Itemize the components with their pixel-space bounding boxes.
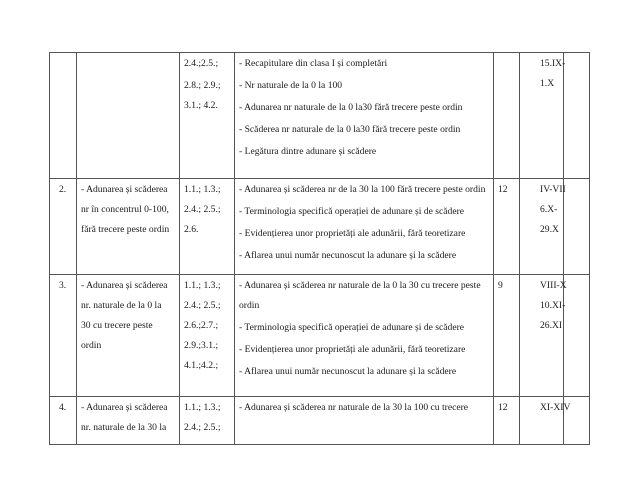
row-number: 3.	[59, 280, 67, 291]
cell-line: IV-VII	[540, 184, 566, 195]
cell-line: 10.XI-	[540, 300, 566, 311]
row-number: 4.	[59, 402, 67, 413]
cell-number	[50, 275, 77, 397]
cell-line: 2.6.;2.7.;	[184, 320, 219, 331]
cell-line: nr. naturale de la 30 la	[81, 422, 167, 433]
cell-observations	[564, 53, 590, 179]
cell-line: - Adunarea și scăderea nr de la 30 la 100 fără trecere peste ordin	[239, 184, 486, 195]
cell-weeks	[520, 179, 564, 275]
cell-line: - Scăderea nr naturale de la 0 la30 fără trecere peste ordin	[239, 124, 461, 135]
cell-line: - Nr naturale de la 0 la 100	[239, 80, 343, 91]
cell-line: - Terminologia specifică operației de adunare și de scădere	[239, 206, 465, 217]
cell-line: ordin	[239, 300, 260, 311]
table-row	[50, 397, 590, 445]
cell-line: 1.1.; 1.3.;	[184, 402, 221, 413]
cell-line: 2.4.; 2.5.;	[184, 300, 221, 311]
cell-line: ordin	[81, 340, 102, 351]
cell-hours	[494, 275, 520, 397]
cell-competencies	[180, 275, 235, 397]
row-number: 2.	[59, 184, 67, 195]
cell-line: 2.4.;2.5.;	[184, 58, 219, 69]
cell-learning-unit	[77, 179, 180, 275]
cell-competencies	[180, 397, 235, 445]
cell-learning-unit	[77, 53, 180, 179]
table-row	[50, 53, 590, 179]
cell-line: nr în concentrul 0-100,	[81, 204, 169, 215]
cell-line: - Aflarea unui număr necunoscut la adunare și la scădere	[239, 366, 457, 377]
cell-line: - Adunarea și scăderea	[81, 280, 168, 291]
cell-line: - Terminologia specifică operației de adunare și de scădere	[239, 322, 465, 333]
cell-weeks	[520, 275, 567, 397]
hours-value: 12	[498, 402, 508, 413]
cell-contents	[235, 53, 494, 179]
cell-line: 2.6.	[184, 224, 199, 235]
cell-line: - Evidențierea unor proprietăți ale adunării, fără teoretizare	[239, 344, 466, 355]
cell-line: 1.1.; 1.3.;	[184, 184, 221, 195]
hours-value: 12	[498, 184, 508, 195]
cell-number	[50, 397, 77, 445]
cell-line: VIII-X	[540, 280, 567, 291]
table-row	[50, 275, 590, 397]
cell-line: 30 cu trecere peste	[81, 320, 153, 331]
cell-line: - Adunarea și scăderea	[81, 402, 168, 413]
cell-hours	[494, 53, 520, 179]
cell-line: 1.1.; 1.3.;	[184, 280, 221, 291]
cell-contents	[235, 179, 494, 275]
cell-line: - Aflarea unui număr necunoscut la adunare și la scădere	[239, 250, 457, 261]
hours-value: 9	[498, 280, 503, 291]
table-row	[50, 179, 590, 275]
cell-line: - Adunarea nr naturale de la 0 la30 fără trecere peste ordin	[239, 102, 463, 113]
cell-competencies	[180, 53, 235, 179]
cell-line: 2.9.;3.1.;	[184, 340, 219, 351]
cell-learning-unit	[77, 275, 180, 397]
cell-line: - Adunarea și scăderea nr naturale de la 0 la 30 cu trecere peste	[239, 280, 481, 291]
cell-line: - Evidențierea unor proprietăți ale adunării, fără teoretizare	[239, 228, 466, 239]
cell-competencies	[180, 179, 235, 275]
cell-line: 2.8.; 2.9.;	[184, 80, 221, 91]
curriculum-table	[49, 52, 590, 445]
cell-line: 4.1.;4.2.;	[184, 360, 219, 371]
cell-line: - Adunarea și scăderea nr naturale de la 30 la 100 cu trecere	[239, 402, 469, 413]
cell-hours	[494, 179, 520, 275]
cell-contents	[235, 397, 494, 445]
cell-observations	[564, 275, 590, 397]
cell-line: 1.X	[540, 78, 555, 89]
cell-line: nr. naturale de la 0 la	[81, 300, 162, 311]
cell-line: 2.4.; 2.5.;	[184, 422, 221, 433]
cell-observations	[564, 179, 590, 275]
cell-line: 29.X	[540, 224, 559, 235]
cell-learning-unit	[77, 397, 180, 445]
cell-line: 15.IX-	[540, 58, 566, 69]
cell-weeks	[520, 397, 571, 445]
cell-line: - Adunarea și scăderea	[81, 184, 168, 195]
cell-line: 6.X-	[540, 204, 558, 215]
cell-number	[50, 53, 77, 179]
cell-line: fără trecere peste ordin	[81, 224, 170, 235]
cell-number	[50, 179, 77, 275]
cell-line: - Recapitulare din clasa I și completări	[239, 58, 388, 69]
cell-weeks	[520, 53, 564, 179]
cell-contents	[235, 275, 494, 397]
cell-line: 2.4.; 2.5.;	[184, 204, 221, 215]
cell-line: XI-XIV	[540, 402, 571, 413]
cell-line: 26.XI	[540, 320, 563, 331]
cell-line: - Legătura dintre adunare și scădere	[239, 146, 377, 157]
cell-line: 3.1.; 4.2.	[184, 100, 218, 111]
cell-hours	[494, 397, 520, 445]
